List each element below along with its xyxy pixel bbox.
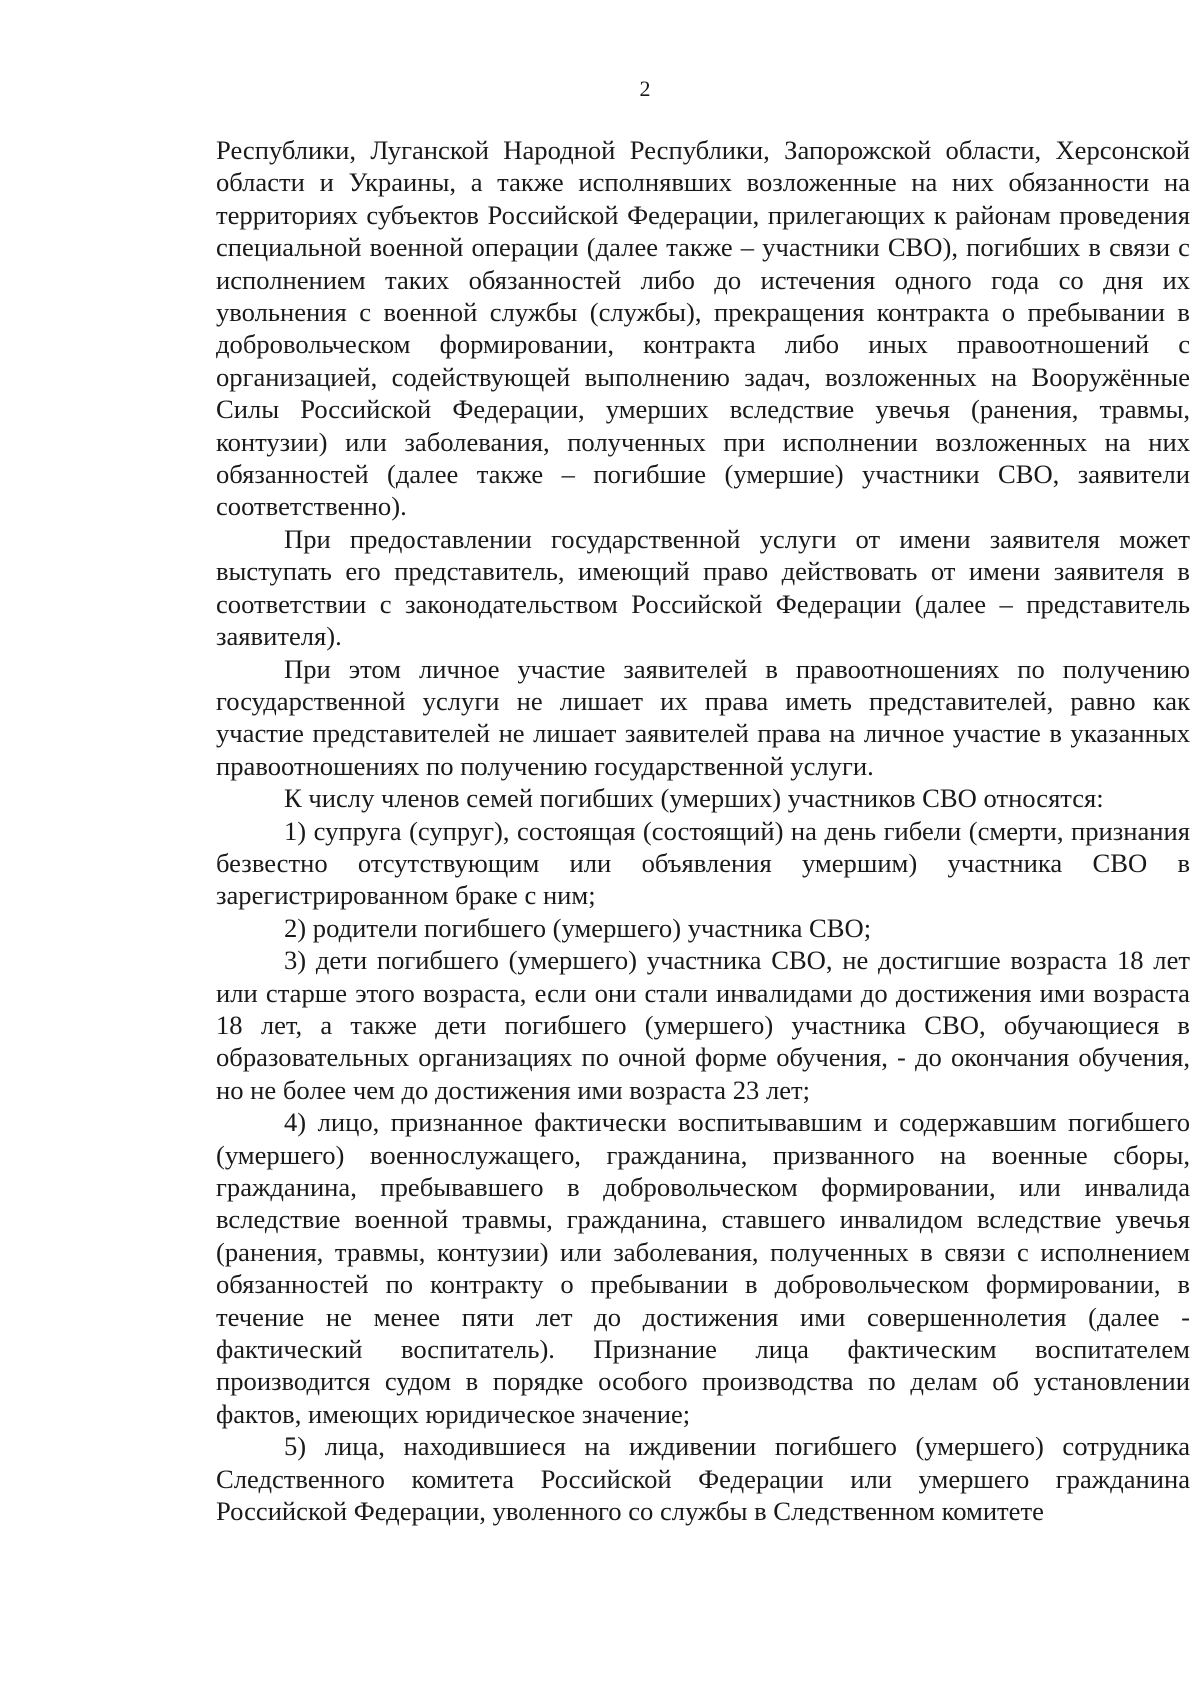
list-item-parents: 2) родители погибшего (умершего) участника СВО; — [284, 912, 872, 943]
list-item-children: 3) дети погибшего (умершего) участника СВО, не достигшие возраста 18 лет или старше этого возраста, если они стали инвалидами до достижения ими возраста 18 лет, а также дети погибшего (умершего) участника СВО, обучающиеся в образовательных организациях по очной форме обучения, - до окончания обучения, но не более чем до достижения ими возраста 23 лет; — [216, 945, 1190, 1105]
paragraph-continuation: Республики, Луганской Народной Республики, Запорожской области, Херсонской области и Украины, а также исполнявших возложенные на них обязанности на территориях субъектов Российской Федерации, прилегающих к районам проведения специальной военной операции (далее также – участники СВО), погибших в связи с исполнением таких обязанностей либо до истечения одного года со дня их увольнения с военной службы (службы), прекращения контракта о пребывании в добровольческом формировании, контракта либо иных правоотношений с организацией, содействующей выполнению задач, возложенных на Вооружённые Силы Российской Федерации, умерших вследствие увечья (ранения, травмы, контузии) или заболевания, полученных при исполнении возложенных на них обязанностей (далее также – погибшие (умершие) участники СВО, заявители соответственно). — [216, 135, 1190, 522]
paragraph-representative: При предоставлении государственной услуги от имени заявителя может выступать его представитель, имеющий право действовать от имени заявителя в соответствии с законодательством Российской Федерации (далее – представитель заявителя). — [216, 523, 1190, 652]
list-item-dependents: 5) лица, находившиеся на иждивении погибшего (умершего) сотрудника Следственного комитета Российской Федерации или умершего гражданина Российской Федерации, уволенного со службы в Следственном комитете — [216, 1431, 1190, 1527]
list-item-spouse: 1) супруга (супруг), состоящая (состоящий) на день гибели (смерти, признания безвестно отсутствующим или объявления умершим) участника СВО в зарегистрированном браке с ним; — [216, 815, 1190, 911]
paragraph-personal-participation: При этом личное участие заявителей в правоотношениях по получению государственной услуги не лишает их права иметь представителей, равно как участие представителей не лишает заявителей права на личное участие в указанных правоотношениях по получению государственной услуги. — [216, 653, 1190, 781]
document-body — [216, 134, 1190, 1527]
list-item-actual-guardian: 4) лицо, признанное фактически воспитывавшим и содержавшим погибшего (умершего) военнослужащего, гражданина, призванного на военные сборы, гражданина, пребывавшего в добровольческом формировании, или инвалида вследствие военной травмы, гражданина, ставшего инвалидом вследствие увечья (ранения, травмы, контузии) или заболевания, полученных в связи с исполнением обязанностей по контракту о пребывании в добровольческом формировании, в течение не менее пяти лет до достижения ими совершеннолетия (далее - фактический воспитатель). Признание лица фактическим воспитателем производится судом в порядке особого производства по делам об установлении фактов, имеющих юридическое значение; — [216, 1107, 1190, 1429]
paragraph-family-members-intro: К числу членов семей погибших (умерших) участников СВО относятся: — [284, 783, 1104, 814]
page-number: 2 — [639, 76, 651, 101]
